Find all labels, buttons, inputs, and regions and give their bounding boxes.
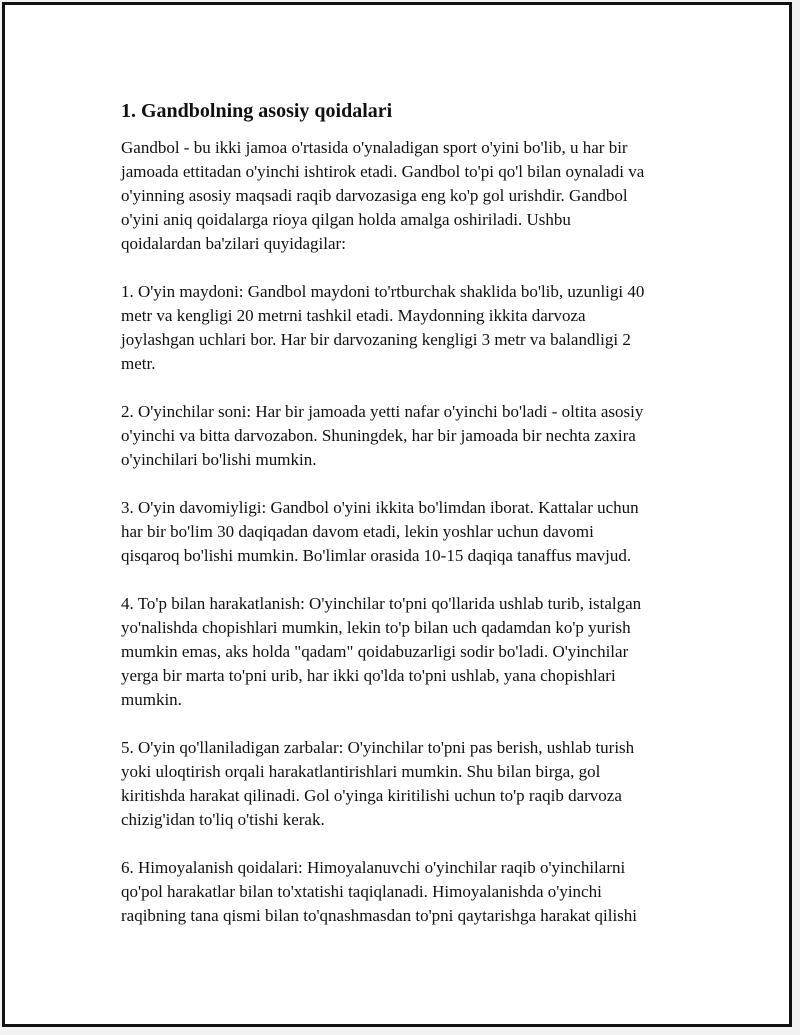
paragraph-throws: 5. O'yin qo'llaniladigan zarbalar: O'yinchilar to'pni pas berish, ushlab turish yoki uloqtirish orqali harakatlantirishlari mumkin. Shu bilan birga, gol kiritishda harakat qilinadi. Gol o'yinga kiritilishi uchun to'p raqib darvoza chizig'idan to'liq o'tishi kerak.	[121, 738, 635, 829]
document-title: 1. Gandbolning asosiy qoidalari	[121, 100, 393, 122]
paragraph-game-duration: 3. O'yin davomiyligi: Gandbol o'yini ikkita bo'limdan iborat. Kattalar uchun har bir bo'lim 30 daqiqadan davom etadi, lekin yoshlar uchun davomi qisqaroq bo'lishi mumkin. Bo'limlar orasida 10-15 daqiqa tanaffus mavjud.	[121, 498, 639, 565]
paragraph-intro: Gandbol - bu ikki jamoa o'rtasida o'ynaladigan sport o'yini bo'lib, u har bir jamoada ettitadan o'yinchi ishtirok etadi. Gandbol to'pi qo'l bilan oynaladi va o'yinning asosiy maqsadi raqib darvozasiga eng ko'p gol urishdir. Gandbol o'yini aniq qoidalarga rioya qilgan holda amalga oshiriladi. Ushbu qoidalardan ba'zilari quyidagilar:	[121, 138, 645, 253]
paragraph-defense-rules: 6. Himoyalanish qoidalari: Himoyalanuvchi o'yinchilar raqib o'yinchilarni qo'pol harakatlar bilan to'xtatishi taqiqlanadi. Himoyalanishda o'yinchi raqibning tana qismi bilan to'qnashmasdan to'pni qaytarishga harakat qilishi	[121, 858, 638, 925]
paragraph-ball-movement: 4. To'p bilan harakatlanish: O'yinchilar to'pni qo'llarida ushlab turib, istalgan yo'nalishda chopishlari mumkin, lekin to'p bilan uch qadamdan ko'p yurish mumkin emas, aks holda "qadam" qoidabuzarligi sodir bo'ladi. O'yinchilar yerga bir marta to'pni urib, har ikki qo'lda to'pni ushlab, yana chopishlari mumkin.	[121, 594, 642, 709]
document-body	[121, 98, 701, 952]
document-page	[2, 2, 792, 1027]
paragraph-playing-field: 1. O'yin maydoni: Gandbol maydoni to'rtburchak shaklida bo'lib, uzunligi 40 metr va kengligi 20 metrni tashkil etadi. Maydonning ikkita darvoza joylashgan uchlari bor. Har bir darvozaning kengligi 3 metr va balandligi 2 metr.	[121, 282, 645, 373]
paragraph-players-count: 2. O'yinchilar soni: Har bir jamoada yetti nafar o'yinchi bo'ladi - oltita asosiy o'yinchi va bitta darvozabon. Shuningdek, har bir jamoada bir nechta zaxira o'yinchilari bo'lishi mumkin.	[121, 402, 644, 469]
